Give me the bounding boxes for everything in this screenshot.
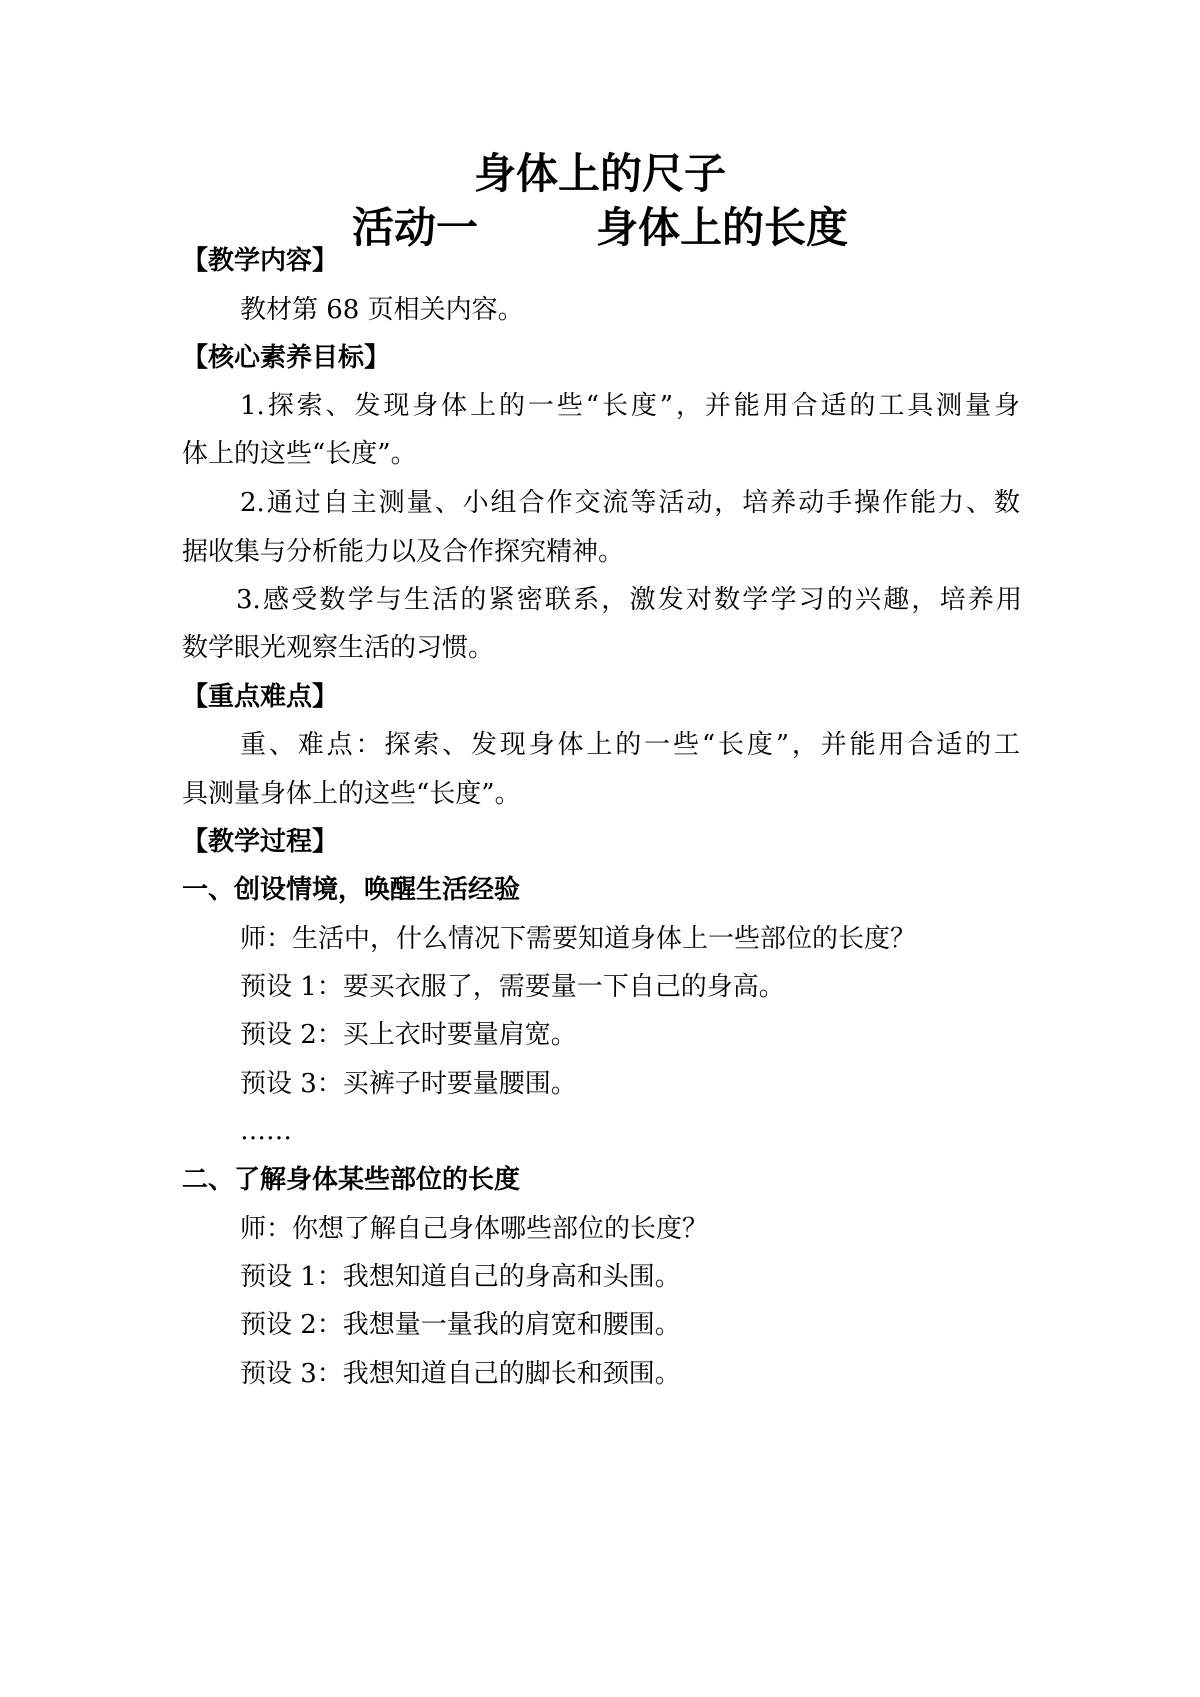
part-1-preset-3: 预设 3：买裤子时要量腰围。 [240, 1069, 577, 1099]
content-text: 教材第 68 页相关内容。 [240, 295, 524, 325]
process-part-2-heading: 二、了解身体某些部位的长度 [182, 1165, 521, 1195]
subtitle-activity: 活动一 [351, 203, 478, 252]
part-1-preset-2: 预设 2：买上衣时要量肩宽。 [240, 1020, 577, 1050]
key-points-line-1: 重、难点：探索、发现身体上的一些“长度”，并能用合适的工 [240, 730, 1020, 760]
goal-1-line-1: 1.探索、发现身体上的一些“长度”，并能用合适的工具测量身 [240, 391, 1020, 421]
part-2-teacher-question: 师：你想了解自己身体哪些部位的长度？ [240, 1214, 709, 1244]
goal-1-line-2: 体上的这些“长度”。 [182, 439, 417, 469]
key-points-line-2: 具测量身体上的这些“长度”。 [182, 779, 521, 809]
part-2-preset-2: 预设 2：我想量一量我的肩宽和腰围。 [240, 1310, 681, 1340]
subtitle-topic: 身体上的长度 [596, 203, 849, 252]
part-1-ellipsis: …… [240, 1116, 292, 1146]
section-heading-process: 【教学过程】 [182, 827, 339, 857]
goal-3-line-2: 数学眼光观察生活的习惯。 [182, 633, 495, 663]
part-2-preset-1: 预设 1：我想知道自己的身高和头围。 [240, 1262, 681, 1292]
part-2-preset-3: 预设 3：我想知道自己的脚长和颈围。 [240, 1359, 681, 1389]
page-title: 身体上的尺子 [473, 149, 726, 198]
section-heading-goals: 【核心素养目标】 [182, 343, 391, 373]
section-heading-key-points: 【重点难点】 [182, 682, 339, 712]
process-part-1-heading: 一、创设情境，唤醒生活经验 [182, 875, 521, 905]
part-1-teacher-question: 师：生活中，什么情况下需要知道身体上一些部位的长度？ [240, 924, 917, 954]
goal-3-line-1: 3.感受数学与生活的紧密联系，激发对数学学习的兴趣，培养用 [236, 585, 1022, 615]
section-heading-content: 【教学内容】 [182, 246, 339, 276]
goal-2-line-2: 据收集与分析能力以及合作探究精神。 [182, 537, 625, 567]
part-1-preset-1: 预设 1：要买衣服了，需要量一下自己的身高。 [240, 972, 785, 1002]
goal-2-line-1: 2.通过自主测量、小组合作交流等活动，培养动手操作能力、数 [240, 488, 1020, 518]
